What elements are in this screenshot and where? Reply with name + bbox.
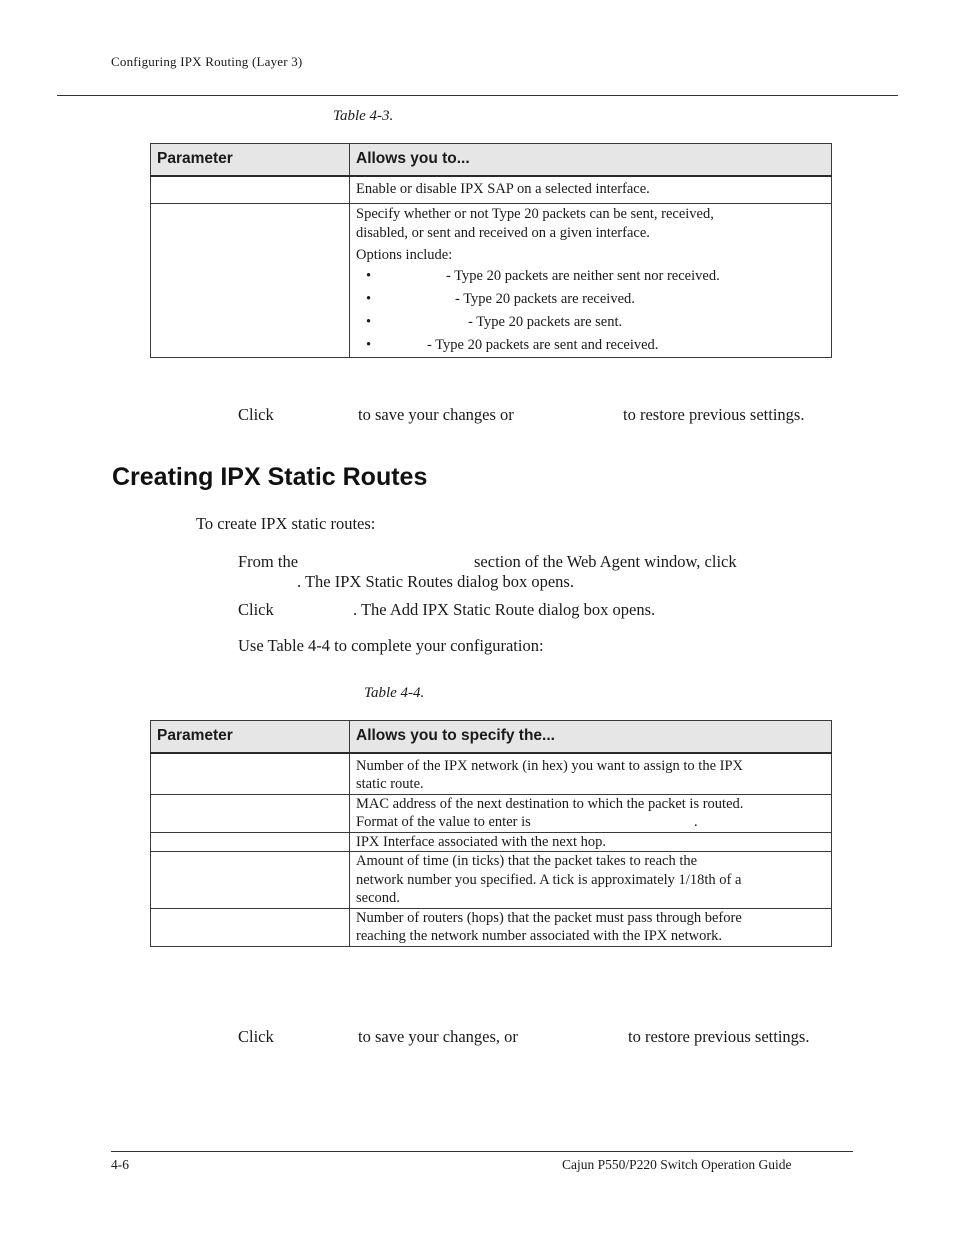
description-line: second. bbox=[356, 890, 400, 906]
bullet: • bbox=[366, 290, 372, 307]
page-number: 4-6 bbox=[111, 1157, 129, 1172]
description-line: disabled, or sent and received on a given interface. bbox=[356, 224, 650, 241]
column-header-allows: Allows you to... bbox=[350, 144, 832, 176]
parameter-cell bbox=[151, 832, 350, 852]
option-text: - Type 20 packets are sent and received. bbox=[427, 336, 659, 353]
options-intro: Options include: bbox=[356, 247, 453, 263]
table-row bbox=[151, 852, 832, 909]
section-heading: Creating IPX Static Routes bbox=[112, 463, 428, 491]
option-item bbox=[356, 265, 825, 288]
table-4-3-caption: Table 4-3. bbox=[333, 108, 394, 124]
description-cell bbox=[350, 753, 832, 795]
table-row bbox=[151, 204, 832, 358]
column-header-parameter: Parameter bbox=[151, 721, 350, 753]
column-header-parameter: Parameter bbox=[151, 144, 350, 176]
table-header-row bbox=[151, 144, 832, 176]
option-text: - Type 20 packets are sent. bbox=[468, 313, 623, 330]
table-row bbox=[151, 176, 832, 204]
option-item bbox=[356, 334, 825, 357]
parameter-cell bbox=[151, 176, 350, 204]
option-item bbox=[356, 288, 825, 311]
description-cell: IPX Interface associated with the next hop. bbox=[350, 832, 832, 852]
parameter-cell bbox=[151, 794, 350, 832]
description-line: reaching the network number associated with the IPX network. bbox=[356, 928, 723, 944]
step-save-text: to save your changes or bbox=[358, 405, 514, 424]
bullet: • bbox=[366, 267, 372, 284]
step-text: Click bbox=[238, 600, 274, 619]
step-click-label: Click bbox=[238, 405, 274, 424]
description-text: . bbox=[694, 814, 698, 830]
step-restore-text: to restore previous settings. bbox=[628, 1027, 810, 1046]
option-text: - Type 20 packets are neither sent nor received. bbox=[446, 267, 720, 284]
step-click-label: Click bbox=[238, 1027, 274, 1046]
bullet: • bbox=[366, 313, 372, 330]
section-intro: To create IPX static routes: bbox=[196, 514, 376, 533]
table-row bbox=[151, 908, 832, 946]
parameter-cell bbox=[151, 908, 350, 946]
description-line: MAC address of the next destination to which the packet is routed. bbox=[356, 795, 744, 812]
header-rule bbox=[57, 95, 898, 96]
description-line bbox=[356, 813, 825, 832]
column-header-allows: Allows you to specify the... bbox=[350, 721, 832, 753]
description-line: network number you specified. A tick is approximately 1/18th of a bbox=[356, 871, 742, 888]
table-4-4-caption: Table 4-4. bbox=[364, 685, 425, 701]
description-line: Number of routers (hops) that the packet must pass through before bbox=[356, 909, 742, 926]
footer-rule bbox=[111, 1151, 853, 1152]
table-4-4 bbox=[150, 720, 832, 947]
bullet: • bbox=[366, 336, 372, 353]
description-cell: Enable or disable IPX SAP on a selected interface. bbox=[350, 176, 832, 204]
option-item bbox=[356, 311, 825, 334]
parameter-cell bbox=[151, 852, 350, 909]
step-restore-text: to restore previous settings. bbox=[623, 405, 805, 424]
step-text: section of the Web Agent window, click bbox=[474, 552, 737, 571]
table-row bbox=[151, 794, 832, 832]
option-text: - Type 20 packets are received. bbox=[455, 290, 635, 307]
table-row bbox=[151, 753, 832, 795]
description-text: Format of the value to enter is bbox=[356, 814, 531, 830]
description-line: Specify whether or not Type 20 packets can be sent, received, bbox=[356, 206, 714, 222]
description-line: static route. bbox=[356, 776, 424, 792]
step-text: From the bbox=[238, 552, 299, 571]
table-header-row bbox=[151, 721, 832, 753]
step-text: . The IPX Static Routes dialog box opens. bbox=[297, 572, 574, 591]
description-cell bbox=[350, 204, 832, 358]
description-line: Amount of time (in ticks) that the packet takes to reach the bbox=[356, 853, 698, 869]
parameter-cell bbox=[151, 204, 350, 358]
table-4-3 bbox=[150, 143, 832, 358]
step-text: Use Table 4-4 to complete your configuration: bbox=[238, 636, 544, 655]
step-text: . The Add IPX Static Route dialog box opens. bbox=[353, 600, 656, 619]
description-cell bbox=[350, 908, 832, 946]
step-save-text: to save your changes, or bbox=[358, 1027, 518, 1046]
guide-title: Cajun P550/P220 Switch Operation Guide bbox=[562, 1157, 792, 1172]
parameter-cell bbox=[151, 753, 350, 795]
table-row bbox=[151, 832, 832, 852]
description-cell bbox=[350, 794, 832, 832]
running-head: Configuring IPX Routing (Layer 3) bbox=[111, 54, 303, 69]
description-line: Number of the IPX network (in hex) you want to assign to the IPX bbox=[356, 757, 744, 774]
description-cell bbox=[350, 852, 832, 909]
